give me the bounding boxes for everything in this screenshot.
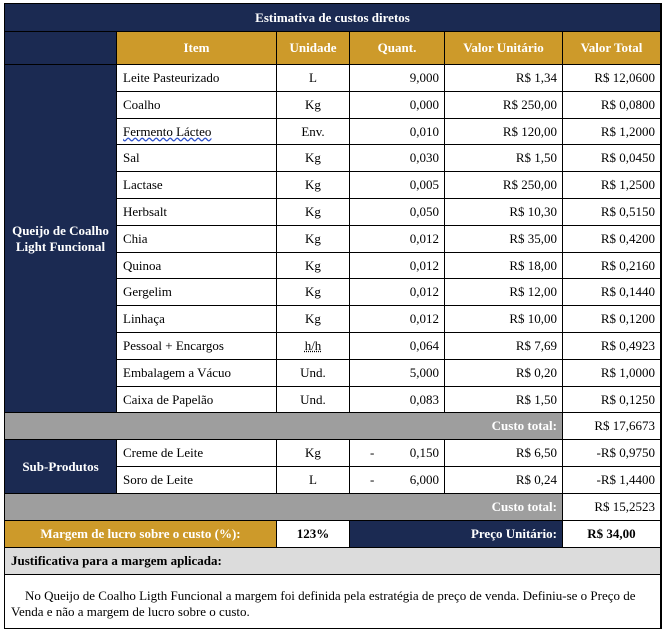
item-name: Creme de Leite bbox=[117, 440, 277, 467]
header-total: Valor Total bbox=[563, 32, 661, 65]
item-total: -R$ 1,4400 bbox=[563, 467, 661, 494]
item-unit-price: R$ 250,00 bbox=[445, 172, 563, 199]
header-unit: Unidade bbox=[277, 32, 350, 65]
item-qty: 0,030 bbox=[350, 145, 445, 172]
item-unit: Env. bbox=[277, 119, 350, 145]
item-unit: Und. bbox=[277, 387, 350, 413]
item-name: Coalho bbox=[117, 92, 277, 119]
item-unit: Kg bbox=[277, 92, 350, 119]
qty-sign: - bbox=[370, 472, 375, 487]
justification-label: Justificativa para a margem aplicada: bbox=[5, 548, 661, 575]
cost-total-label: Custo total: bbox=[5, 413, 563, 440]
item-total: R$ 0,1250 bbox=[563, 387, 661, 413]
item-unit-price: R$ 1,50 bbox=[445, 145, 563, 172]
item-total: R$ 0,0800 bbox=[563, 92, 661, 119]
item-qty: 0,050 bbox=[350, 199, 445, 226]
item-name: Embalagem a Vácuo bbox=[117, 360, 277, 387]
item-qty: 0,064 bbox=[350, 333, 445, 360]
item-name: Soro de Leite bbox=[117, 467, 277, 494]
item-total: R$ 0,0450 bbox=[563, 145, 661, 172]
item-unit: Kg bbox=[277, 199, 350, 226]
item-unit: L bbox=[277, 65, 350, 92]
item-unit: L bbox=[277, 467, 350, 494]
item-unit: Kg bbox=[277, 279, 350, 306]
header-qty: Quant. bbox=[350, 32, 445, 65]
item-total: R$ 12,0600 bbox=[563, 65, 661, 92]
item-unit: Kg bbox=[277, 145, 350, 172]
item-name: Lactase bbox=[117, 172, 277, 199]
item-name: Leite Pasteurizado bbox=[117, 65, 277, 92]
item-unit: Kg bbox=[277, 226, 350, 253]
item-qty: 5,000 bbox=[350, 360, 445, 387]
item-qty bbox=[350, 467, 445, 494]
item-name: Sal bbox=[117, 145, 277, 172]
item-qty bbox=[350, 440, 445, 467]
item-total: R$ 0,4923 bbox=[563, 333, 661, 360]
item-unit-price: R$ 1,50 bbox=[445, 387, 563, 413]
item-qty: 0,005 bbox=[350, 172, 445, 199]
item-qty: 0,012 bbox=[350, 279, 445, 306]
item-total: R$ 0,2160 bbox=[563, 253, 661, 279]
qty-sign: - bbox=[370, 445, 375, 460]
item-qty: 9,000 bbox=[350, 65, 445, 92]
justification-text: No Queijo de Coalho Ligth Funcional a margem foi definida pela estratégia de preço de venda. Definiu-se o Preço de Venda e não a margem de lucro sobre o custo. bbox=[5, 575, 661, 628]
item-name: Pessoal + Encargos bbox=[117, 333, 277, 360]
cost-total-label-2: Custo total: bbox=[5, 494, 563, 521]
price-label: Preço Unitário: bbox=[350, 521, 563, 548]
item-name: Chia bbox=[117, 226, 277, 253]
item-unit-price: R$ 12,00 bbox=[445, 279, 563, 306]
item-name: Herbsalt bbox=[117, 199, 277, 226]
item-unit-price: R$ 250,00 bbox=[445, 92, 563, 119]
item-name: Quinoa bbox=[117, 253, 277, 279]
header-unit-price: Valor Unitário bbox=[445, 32, 563, 65]
item-qty: 0,010 bbox=[350, 119, 445, 145]
item-qty: 0,012 bbox=[350, 253, 445, 279]
item-unit: Und. bbox=[277, 360, 350, 387]
cost-estimate-table bbox=[4, 3, 662, 629]
item-qty: 0,012 bbox=[350, 226, 445, 253]
item-name: Gergelim bbox=[117, 279, 277, 306]
cost-total-value: R$ 17,6673 bbox=[563, 413, 661, 440]
item-unit-price: R$ 35,00 bbox=[445, 226, 563, 253]
item-total: R$ 1,2000 bbox=[563, 119, 661, 145]
item-unit-price: R$ 10,30 bbox=[445, 199, 563, 226]
item-total: R$ 0,1440 bbox=[563, 279, 661, 306]
item-total: R$ 0,5150 bbox=[563, 199, 661, 226]
item-name: Linhaça bbox=[117, 306, 277, 333]
item-qty: 0,012 bbox=[350, 306, 445, 333]
margin-value: 123% bbox=[277, 521, 350, 548]
item-unit-price: R$ 1,34 bbox=[445, 65, 563, 92]
item-qty: 0,000 bbox=[350, 92, 445, 119]
item-total: R$ 0,1200 bbox=[563, 306, 661, 333]
price-value: R$ 34,00 bbox=[563, 521, 661, 548]
item-unit-price: R$ 18,00 bbox=[445, 253, 563, 279]
item-unit-price: R$ 7,69 bbox=[445, 333, 563, 360]
header-item: Item bbox=[117, 32, 277, 65]
item-unit-price: R$ 0,20 bbox=[445, 360, 563, 387]
item-unit: Kg bbox=[277, 306, 350, 333]
item-unit: Kg bbox=[277, 440, 350, 467]
item-unit-price: R$ 10,00 bbox=[445, 306, 563, 333]
item-qty: 0,083 bbox=[350, 387, 445, 413]
item-unit: Kg bbox=[277, 253, 350, 279]
group-header-blank bbox=[5, 32, 117, 65]
item-unit-price: R$ 120,00 bbox=[445, 119, 563, 145]
item-name: Fermento Lácteo bbox=[117, 119, 277, 145]
item-total: -R$ 0,9750 bbox=[563, 440, 661, 467]
item-total: R$ 0,4200 bbox=[563, 226, 661, 253]
byproducts-group-label: Sub-Produtos bbox=[5, 440, 117, 494]
item-name: Caixa de Papelão bbox=[117, 387, 277, 413]
item-unit-price: R$ 0,24 bbox=[445, 467, 563, 494]
cost-total-value-2: R$ 15,2523 bbox=[563, 494, 661, 521]
qty-value: 6,000 bbox=[409, 472, 439, 487]
item-unit: h/h bbox=[277, 333, 350, 360]
item-total: R$ 1,2500 bbox=[563, 172, 661, 199]
item-unit-price: R$ 6,50 bbox=[445, 440, 563, 467]
item-unit: Kg bbox=[277, 172, 350, 199]
margin-label: Margem de lucro sobre o custo (%): bbox=[5, 521, 277, 548]
qty-value: 0,150 bbox=[409, 445, 439, 460]
product-group-label: Queijo de Coalho Light Funcional bbox=[5, 65, 117, 413]
table-title: Estimativa de custos diretos bbox=[5, 4, 661, 32]
item-total: R$ 1,0000 bbox=[563, 360, 661, 387]
